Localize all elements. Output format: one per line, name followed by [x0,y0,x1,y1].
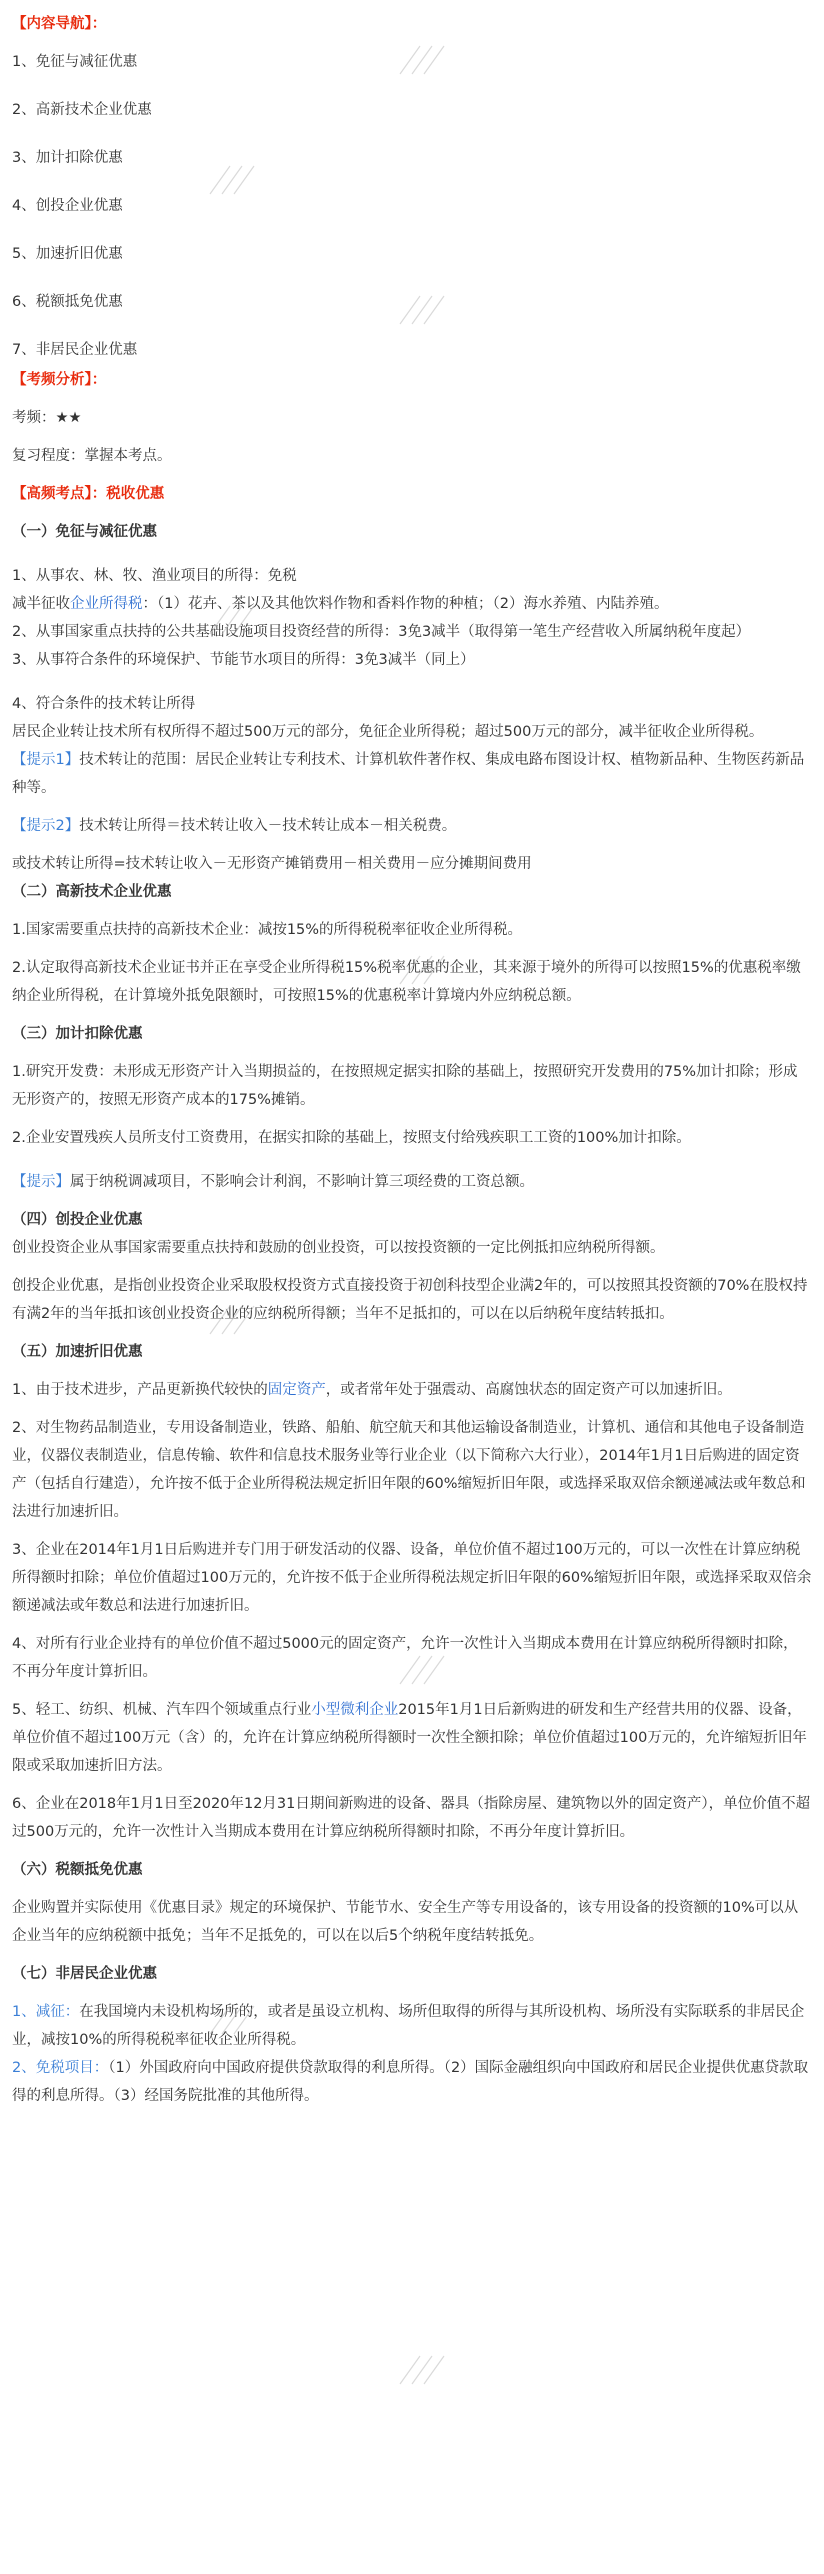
paragraph: 3、企业在2014年1月1日后购进并专门用于研发活动的仪器、设备，单位价值不超过100万元的，可以一次性在计算应纳税所得额时扣除；单位价值超过100万元的，允许按不低于企业所得税法规定折旧年限的60%缩短折旧年限，或选择采取双倍余额递减法或年数总和法进行加速折旧。 [12,1542,812,1614]
paragraph: 6、企业在2018年1月1日至2020年12月31日期间新购进的设备、器具（指除房屋、建筑物以外的固定资产），单位价值不超过500万元的，允许一次性计入当期成本费用在计算应纳税所得额时扣除，不再分年度计算折旧。 [12,1796,811,1840]
frequency-title: 【考频分析】： [12,372,107,388]
nav-item: 4、创投企业优惠 [12,198,123,214]
content-navigation [12,52,812,360]
section-title-3: （三）加计扣除优惠 [12,1026,143,1042]
link-enterprise-income-tax[interactable]: 企业所得税 [70,596,143,612]
paragraph: 1.研究开发费：未形成无形资产计入当期损益的，在按照规定据实扣除的基础上，按照研究开发费用的75%加计扣除；形成无形资产的，按照无形资产成本的175%摊销。 [12,1064,798,1108]
paragraph: 1、由于技术进步，产品更新换代较快的固定资产，或者常年处于强震动、高腐蚀状态的固定资产可以加速折旧。 [12,1382,732,1398]
item-label: 2、免税项目： [12,2060,109,2076]
paragraph: 1.国家需要重点扶持的高新技术企业：减按15%的所得税税率征收企业所得税。 [12,922,523,938]
nav-title: 【内容导航】： [12,16,107,32]
paragraph: 或技术转让所得=技术转让收入－无形资产摊销费用－相关费用－应分摊期间费用 [12,856,532,872]
watermark-icon [390,2350,450,2390]
nav-item: 1、免征与减征优惠 [12,54,138,70]
section-title-6: （六）税额抵免优惠 [12,1862,143,1878]
paragraph: 2、从事国家重点扶持的公共基础设施项目投资经营的所得：3免3减半（取得第一笔生产经营收入所属纳税年度起） [12,624,751,640]
tip-label: 【提示】 [12,1174,70,1190]
paragraph: 创投企业优惠，是指创业投资企业采取股权投资方式直接投资于初创科技型企业满2年的，可以按照其投资额的70%在股权持有满2年的当年抵扣该创业投资企业的应纳税所得额；当年不足抵扣的，可以在以后纳税年度结转抵扣。 [12,1278,808,1322]
review-line: 复习程度：掌握本考点。 [12,448,172,464]
paragraph: 4、符合条件的技术转让所得 [12,696,196,712]
nav-item: 3、加计扣除优惠 [12,150,123,166]
link-small-micro-enterprise[interactable]: 小型微利企业 [311,1702,399,1718]
paragraph: 2.企业安置残疾人员所支付工资费用，在据实扣除的基础上，按照支付给残疾职工工资的100%加计扣除。 [12,1130,691,1146]
tip-label: 【提示2】 [12,818,80,834]
nav-item: 7、非居民企业优惠 [12,342,138,358]
section-title-4: （四）创投企业优惠 [12,1212,143,1228]
section-title-2: （二）高新技术企业优惠 [12,884,172,900]
paragraph: 4、对所有行业企业持有的单位价值不超过5000元的固定资产，允许一次性计入当期成本费用在计算应纳税所得额时扣除，不再分年度计算折旧。 [12,1636,798,1680]
section-title-7: （七）非居民企业优惠 [12,1966,157,1982]
paragraph: 1、从事农、林、牧、渔业项目的所得：免税 [12,568,297,584]
tip-paragraph: 【提示】属于纳税调减项目，不影响会计利润，不影响计算三项经费的工资总额。 [12,1174,534,1190]
section-title-5: （五）加速折旧优惠 [12,1344,143,1360]
paragraph: 创业投资企业从事国家需要重点扶持和鼓励的创业投资，可以按投资额的一定比例抵扣应纳税所得额。 [12,1240,665,1256]
section-title-1: （一）免征与减征优惠 [12,524,157,540]
tip-paragraph: 【提示1】技术转让的范围：居民企业转让专利技术、计算机软件著作权、集成电路布图设计权、植物新品种、生物医药新品种等。 [12,752,805,796]
tip-label: 【提示1】 [12,752,80,768]
paragraph: 2、免税项目：（1）外国政府向中国政府提供贷款取得的利息所得。（2）国际金融组织向中国政府和居民企业提供优惠贷款取得的利息所得。（3）经国务院批准的其他所得。 [12,2060,809,2104]
nav-item: 6、税额抵免优惠 [12,294,123,310]
frequency-line: 考频：★★ [12,410,82,426]
paragraph: 2、对生物药品制造业，专用设备制造业，铁路、船舶、航空航天和其他运输设备制造业，计算机、通信和其他电子设备制造业，仪器仪表制造业，信息传输、软件和信息技术服务业等行业企业（以下简称六大行业），2014年1月1日后购进的固定资产（包括自行建造），允许按不低于企业所得税法规定折旧年限的60%缩短折旧年限，或选择采取双倍余额递减法或年数总和法进行加速折旧。 [12,1420,806,1520]
paragraph: 居民企业转让技术所有权所得不超过500万元的部分，免征企业所得税；超过500万元的部分，减半征收企业所得税。 [12,724,764,740]
item-label: 1、减征： [12,2004,80,2020]
paragraph: 1、减征：在我国境内未设机构场所的，或者是虽设立机构、场所但取得的所得与其所设机构、场所没有实际联系的非居民企业，减按10%的所得税税率征收企业所得税。 [12,2004,805,2048]
paragraph: 企业购置并实际使用《优惠目录》规定的环境保护、节能节水、安全生产等专用设备的，该专用设备的投资额的10%可以从企业当年的应纳税额中抵免；当年不足抵免的，可以在以后5个纳税年度结转抵免。 [12,1900,799,1944]
paragraph: 2.认定取得高新技术企业证书并正在享受企业所得税15%税率优惠的企业，其来源于境外的所得可以按照15%的优惠税率缴纳企业所得税，在计算境外抵免限额时，可按照15%的优惠税率计算境内外应纳税总额。 [12,960,801,1004]
link-fixed-assets[interactable]: 固定资产 [267,1382,326,1398]
paragraph: 3、从事符合条件的环境保护、节能节水项目的所得：3免3减半（同上） [12,652,475,668]
nav-item: 2、高新技术企业优惠 [12,102,152,118]
paragraph: 减半征收企业所得税：（1）花卉、茶以及其他饮料作物和香料作物的种植；（2）海水养殖、内陆养殖。 [12,596,669,612]
tip-paragraph: 【提示2】技术转让所得＝技术转让收入－技术转让成本－相关税费。 [12,818,457,834]
paragraph: 5、轻工、纺织、机械、汽车四个领域重点行业小型微利企业2015年1月1日后新购进的研发和生产经营共用的仪器、设备，单位价值不超过100万元（含）的，允许在计算应纳税所得额时一次性全额扣除；单位价值超过100万元的，允许缩短折旧年限或采取加速折旧方法。 [12,1702,807,1774]
nav-item: 5、加速折旧优惠 [12,246,123,262]
hot-topic-title: 【高频考点】：税收优惠 [12,486,165,502]
